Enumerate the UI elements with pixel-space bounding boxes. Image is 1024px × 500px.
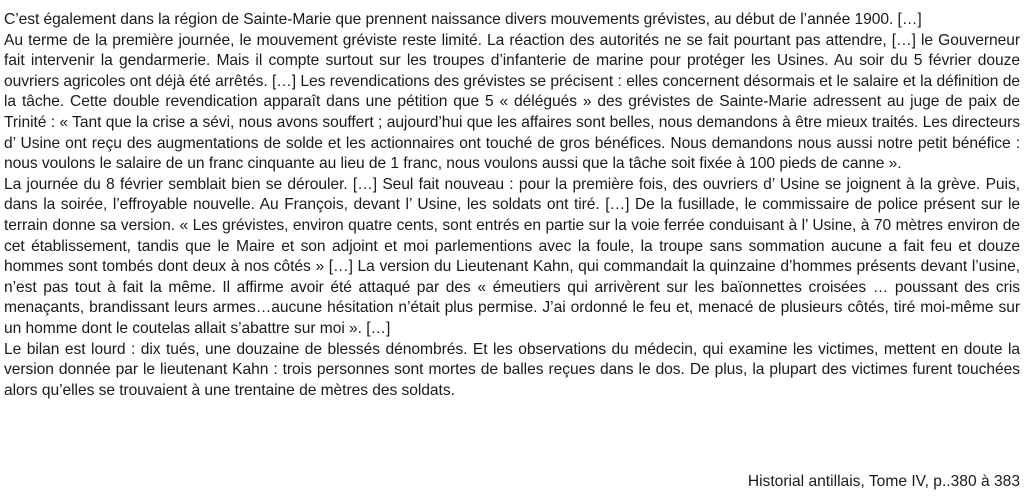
source-citation: Historial antillais, Tome IV, p..380 à 383 [747, 473, 1020, 490]
paragraph-toll: Le bilan est lourd : dix tués, une douzaine de blessés dénombrés. Et les observations du médecin, qui examine les victimes, mettent en doute la version donnée par le lieutenant Kahn : trois personnes sont mortes de balles reçues dans le dos. De plus, la plupart des victimes furent touchées alors qu’elles se trouvaient à une trentaine de mètres des soldats. [4, 340, 1020, 399]
paragraph-intro: C’est également dans la région de Sainte-Marie que prennent naissance divers mouvements grévistes, au début de l’année 1900. […] [4, 11, 922, 28]
document-body [4, 10, 1020, 401]
paragraph-february-8: La journée du 8 février semblait bien se dérouler. […] Seul fait nouveau : pour la première fois, des ouvriers d’ Usine se joignent à la grève. Puis, dans la soirée, l’effroyable nouvelle. Au François, devant l’ Usine, les soldats ont tiré. […] De la fusillade, le commissaire de police présent sur le terrain donne sa version. « Les grévistes, environ quatre cents, sont entrés en partie sur la voie ferrée conduisant à l’ Usine, à 70 mètres environ de cet établissement, tandis que le Maire et son adjoint et moi parlementions avec la foule, la troupe sans sommation aucune a fait feu et douze hommes sont tombés dont deux à nos côtés » […] La version du Lieutenant Kahn, qui commandait la quinzaine d’hommes présents devant l’usine, n’est pas tout à fait la même. Il affirme avoir été attaqué par des « émeutiers qui arrivèrent sur les baïonnettes croisées … poussant des cris menaçants, brandissant leurs armes…aucune hésitation n’était plus permise. J’ai ordonné le feu et, menacé de plusieurs côtés, tiré moi-même sur un homme dont le coutelas allait s’abattre sur moi ». […] [4, 175, 1020, 337]
paragraph-first-day: Au terme de la première journée, le mouvement gréviste reste limité. La réaction des autorités ne se fait pourtant pas attendre, […] le Gouverneur fait intervenir la gendarmerie. Mais il compte surtout sur les troupes d’infanterie de marine pour protéger les Usines. Au soir du 5 février douze ouvriers agricoles ont déjà été arrêtés. […] Les revendications des grévistes se précisent : elles concernent désormais et le salaire et la définition de la tâche. Cette double revendication apparaît dans une pétition que 5 « délégués » des grévistes de Sainte-Marie adressent au juge de paix de Trinité : « Tant que la crise a sévi, nous avons souffert ; aujourd’hui que les affaires sont belles, nous demandons à être mieux traités. Les directeurs d’ Usine ont reçu des augmentations de solde et les actionnaires ont touché de gros bénéfices. Nous demandons nous aussi notre petit bénéfice : nous voulons le salaire de un franc cinquante au lieu de 1 franc, nous voulons aussi que la tâche soit fixée à 100 pieds de canne ». [4, 31, 1020, 173]
